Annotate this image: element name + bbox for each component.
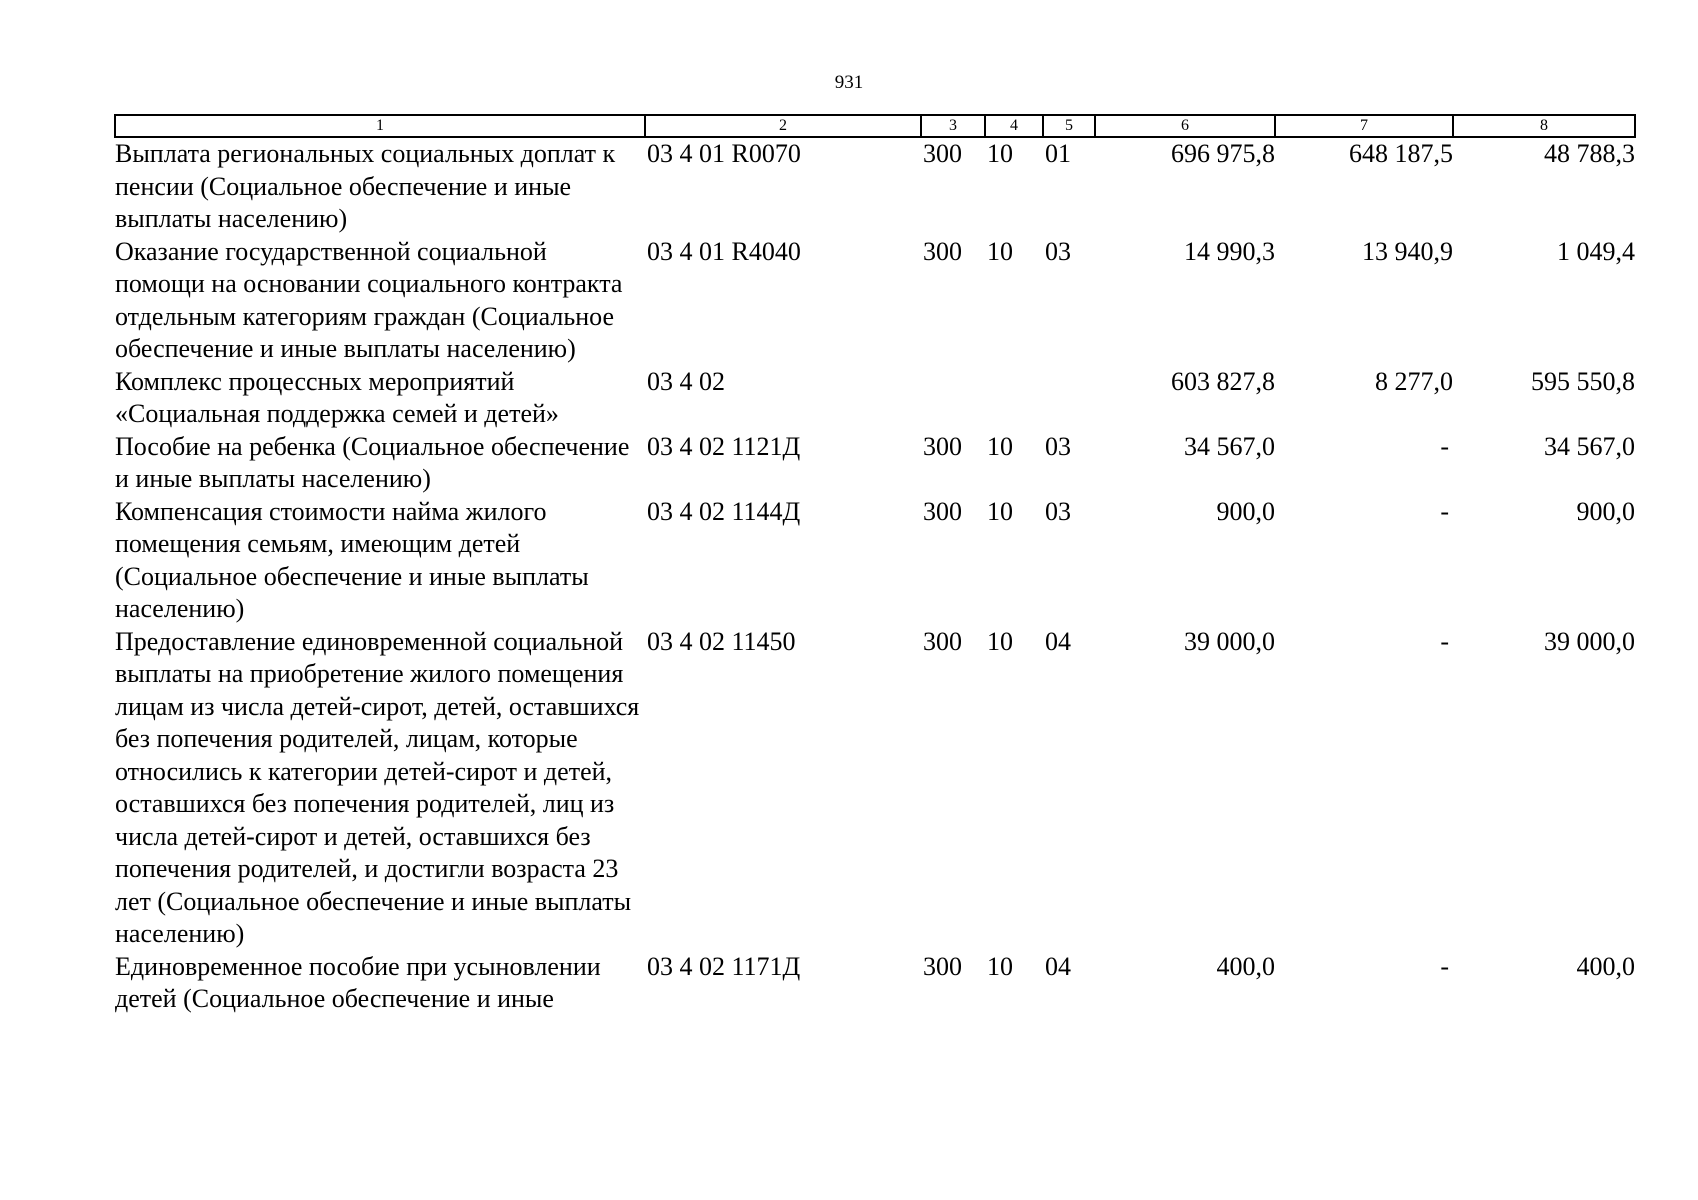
row-col-3: 300 xyxy=(923,139,962,168)
row-name: Единовременное пособие при усыновлении детей (Социальное обеспечение и иные xyxy=(115,951,601,1013)
row-code: 03 4 02 1121Д xyxy=(647,431,801,461)
row-col-6: 696 975,8 xyxy=(1171,139,1275,168)
header-col-6: 6 xyxy=(1095,115,1275,137)
header-col-7: 7 xyxy=(1275,115,1453,137)
row-col-4 xyxy=(985,366,1043,431)
row-col-6: 14 990,3 xyxy=(1184,236,1275,266)
header-col-4: 4 xyxy=(985,115,1043,137)
row-code: 03 4 02 1171Д xyxy=(647,951,801,981)
row-col-6: 400,0 xyxy=(1216,951,1275,981)
row-col-8: 39 000,0 xyxy=(1544,626,1635,656)
row-col-8: 1 049,4 xyxy=(1557,236,1635,266)
row-col-4: 10 xyxy=(987,431,1013,461)
row-col-7: - xyxy=(1440,496,1449,526)
row-col-7: - xyxy=(1440,431,1449,461)
row-col-6: 39 000,0 xyxy=(1184,626,1275,656)
row-code: 03 4 01 R4040 xyxy=(647,236,801,266)
row-col-6: 34 567,0 xyxy=(1184,431,1275,461)
row-col-7: 8 277,0 xyxy=(1375,366,1453,396)
row-name: Комплекс процессных мероприятий «Социальная поддержка семей и детей» xyxy=(115,366,559,428)
row-col-6: 603 827,8 xyxy=(1171,366,1275,396)
table-row xyxy=(115,496,1635,626)
row-col-7: - xyxy=(1440,951,1449,981)
row-col-4: 10 xyxy=(987,951,1013,981)
table-header xyxy=(115,115,1635,137)
row-col-4: 10 xyxy=(987,139,1013,168)
table-row xyxy=(115,431,1635,496)
row-col-8: 400,0 xyxy=(1576,951,1635,981)
row-col-3: 300 xyxy=(923,626,962,656)
header-col-3: 3 xyxy=(921,115,985,137)
row-name: Компенсация стоимости найма жилого помещения семьям, имеющим детей (Социальное обеспечение и иные выплаты населению) xyxy=(115,496,589,623)
row-col-5: 03 xyxy=(1045,431,1071,461)
row-col-4: 10 xyxy=(987,496,1013,526)
row-col-3 xyxy=(921,366,985,431)
table-row xyxy=(115,626,1635,951)
row-col-3: 300 xyxy=(923,236,962,266)
row-code: 03 4 02 xyxy=(647,366,725,396)
header-col-1: 1 xyxy=(115,115,645,137)
budget-table xyxy=(114,114,1636,1016)
row-code: 03 4 02 11450 xyxy=(647,626,796,656)
table-row xyxy=(115,236,1635,366)
row-col-5: 04 xyxy=(1045,951,1071,981)
table-row xyxy=(115,137,1635,236)
row-name: Предоставление единовременной социальной выплаты на приобретение жилого помещения лицам из числа детей-сирот, детей, оставшихся без попечения родителей, лицам, которые относились к категории детей-сирот и детей, оставшихся без попечения родителей, лиц из числа детей-сирот и детей, оставшихся без попечения родителей, и достигли возраста 23 лет (Социальное обеспечение и иные выплаты населению) xyxy=(115,626,640,948)
row-col-4: 10 xyxy=(987,236,1013,266)
row-col-3: 300 xyxy=(923,431,962,461)
row-name: Оказание государственной социальной помощи на основании социального контракта отдельным категориям граждан (Социальное обеспечение и иные выплаты населению) xyxy=(115,236,623,363)
header-row xyxy=(115,115,1635,137)
row-col-8: 595 550,8 xyxy=(1531,366,1635,396)
row-col-8: 34 567,0 xyxy=(1544,431,1635,461)
row-col-5: 01 xyxy=(1045,139,1071,168)
row-col-5: 03 xyxy=(1045,236,1071,266)
row-code: 03 4 02 1144Д xyxy=(647,496,801,526)
table-body xyxy=(115,137,1635,1016)
row-col-7: - xyxy=(1440,626,1449,656)
row-col-4: 10 xyxy=(987,626,1013,656)
header-col-8: 8 xyxy=(1453,115,1635,137)
row-col-8: 48 788,3 xyxy=(1544,139,1635,168)
page-number: 931 xyxy=(834,72,864,93)
row-col-6: 900,0 xyxy=(1216,496,1275,526)
row-col-3: 300 xyxy=(923,496,962,526)
row-col-7: 648 187,5 xyxy=(1349,139,1453,168)
row-col-5: 03 xyxy=(1045,496,1071,526)
row-col-5 xyxy=(1043,366,1095,431)
row-col-3: 300 xyxy=(923,951,962,981)
row-col-5: 04 xyxy=(1045,626,1071,656)
table-row xyxy=(115,366,1635,431)
table-row xyxy=(115,951,1635,1016)
header-col-5: 5 xyxy=(1043,115,1095,137)
row-col-8: 900,0 xyxy=(1576,496,1635,526)
row-name: Пособие на ребенка (Социальное обеспечение и иные выплаты населению) xyxy=(115,431,630,493)
row-code: 03 4 01 R0070 xyxy=(647,139,801,168)
row-col-7: 13 940,9 xyxy=(1362,236,1453,266)
row-name: Выплата региональных социальных доплат к пенсии (Социальное обеспечение и иные выплаты населению) xyxy=(115,139,616,233)
header-col-2: 2 xyxy=(645,115,921,137)
